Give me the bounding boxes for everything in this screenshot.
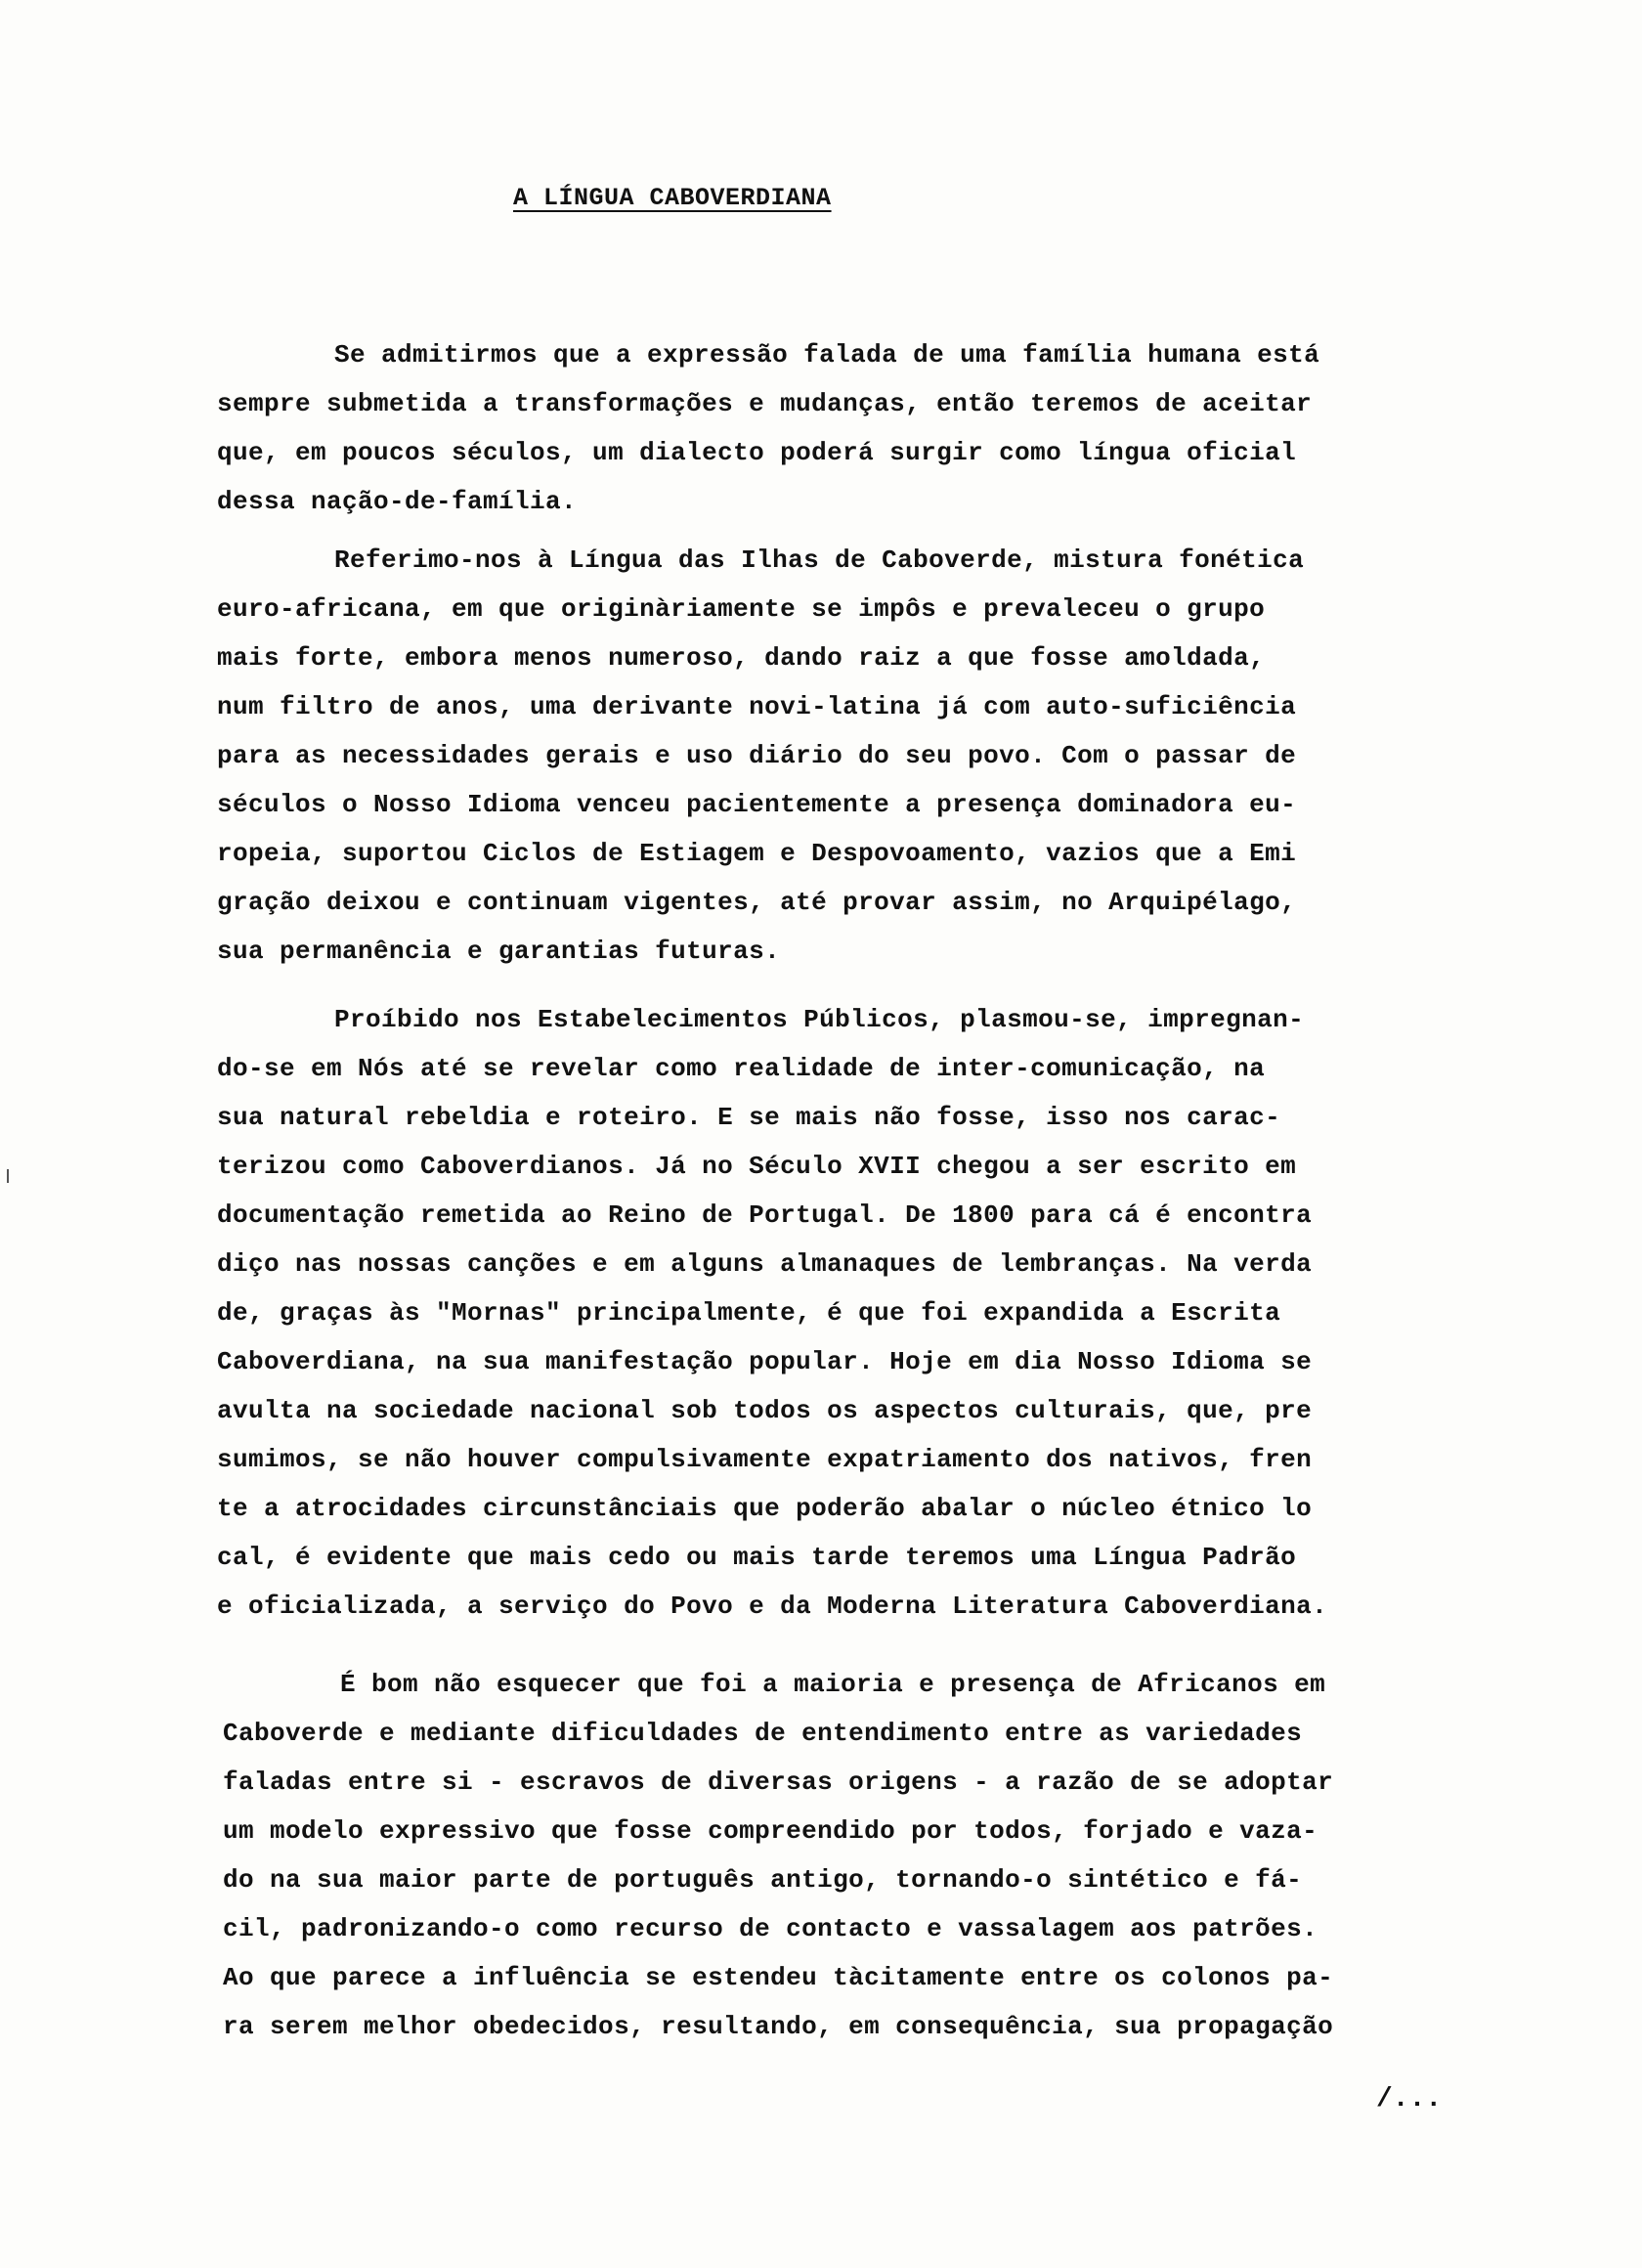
paragraph-3 <box>217 995 1327 1631</box>
text-line: te a atrocidades circunstânciais que poderão abalar o núcleo étnico lo <box>217 1494 1313 1523</box>
text-line: ropeia, suportou Ciclos de Estiagem e Despovoamento, vazios que a Emi <box>217 839 1297 868</box>
paragraph-2 <box>217 536 1304 976</box>
text-line: terizou como Caboverdianos. Já no Século XVII chegou a ser escrito em <box>217 1152 1297 1181</box>
text-line: e oficializada, a serviço do Povo e da Moderna Literatura Caboverdiana. <box>217 1592 1328 1621</box>
text-line: sua natural rebeldia e roteiro. E se mais não fosse, isso nos carac- <box>217 1103 1281 1132</box>
text-line: cil, padronizando-o como recurso de contacto e vassalagem aos patrões. <box>223 1914 1318 1943</box>
text-line: Ao que parece a influência se estendeu tàcitamente entre os colonos pa- <box>223 1963 1334 1992</box>
text-line: sempre submetida a transformações e mudanças, então teremos de aceitar <box>217 389 1313 418</box>
text-line: num filtro de anos, uma derivante novi-latina já com auto-suficiência <box>217 692 1297 721</box>
text-line: Caboverde e mediante dificuldades de entendimento entre as variedades <box>223 1719 1303 1748</box>
text-line: sua permanência e garantias futuras. <box>217 937 781 966</box>
paragraph-1 <box>217 330 1319 526</box>
text-line: de, graças às "Mornas" principalmente, é que foi expandida a Escrita <box>217 1298 1281 1328</box>
text-line: gração deixou e continuam vigentes, até provar assim, no Arquipélago, <box>217 888 1297 917</box>
text-line: um modelo expressivo que fosse compreendido por todos, forjado e vaza- <box>223 1816 1318 1846</box>
text-line: que, em poucos séculos, um dialecto poderá surgir como língua oficial <box>217 438 1297 467</box>
text-line: séculos o Nosso Idioma venceu pacientemente a presença dominadora eu- <box>217 790 1297 819</box>
text-line: É bom não esquecer que foi a maioria e presença de Africanos em <box>340 1670 1326 1699</box>
text-line: cal, é evidente que mais cedo ou mais tarde teremos uma Língua Padrão <box>217 1543 1297 1572</box>
text-line: sumimos, se não houver compulsivamente expatriamento dos nativos, fren <box>217 1445 1313 1474</box>
text-line: documentação remetida ao Reino de Portugal. De 1800 para cá é encontra <box>217 1200 1313 1230</box>
margin-mark <box>7 1169 9 1183</box>
paragraph-4 <box>223 1660 1333 2051</box>
text-line: Caboverdiana, na sua manifestação popular. Hoje em dia Nosso Idioma se <box>217 1347 1313 1376</box>
text-line: do-se em Nós até se revelar como realidade de inter-comunicação, na <box>217 1054 1266 1083</box>
text-line: diço nas nossas canções e em alguns almanaques de lembranças. Na verda <box>217 1249 1313 1279</box>
text-line: euro-africana, em que originàriamente se impôs e prevaleceu o grupo <box>217 594 1266 624</box>
text-line: Proíbido nos Estabelecimentos Públicos, plasmou-se, impregnan- <box>334 1005 1305 1034</box>
text-line: Referimo-nos à Língua das Ilhas de Caboverde, mistura fonética <box>334 545 1305 575</box>
text-line: faladas entre si - escravos de diversas origens - a razão de se adoptar <box>223 1767 1334 1797</box>
text-line: para as necessidades gerais e uso diário do seu povo. Com o passar de <box>217 741 1297 770</box>
text-line: ra serem melhor obedecidos, resultando, em consequência, sua propagação <box>223 2012 1334 2041</box>
text-line: do na sua maior parte de português antigo, tornando-o sintético e fá- <box>223 1865 1303 1895</box>
text-line: mais forte, embora menos numeroso, dando raiz a que fosse amoldada, <box>217 643 1266 673</box>
document-title: A LÍNGUA CABOVERDIANA <box>513 184 832 212</box>
text-line: avulta na sociedade nacional sob todos os aspectos culturais, que, pre <box>217 1396 1313 1425</box>
text-line: dessa nação-de-família. <box>217 487 578 516</box>
continuation-mark: /... <box>1376 2084 1443 2115</box>
text-line: Se admitirmos que a expressão falada de uma família humana está <box>334 340 1320 370</box>
